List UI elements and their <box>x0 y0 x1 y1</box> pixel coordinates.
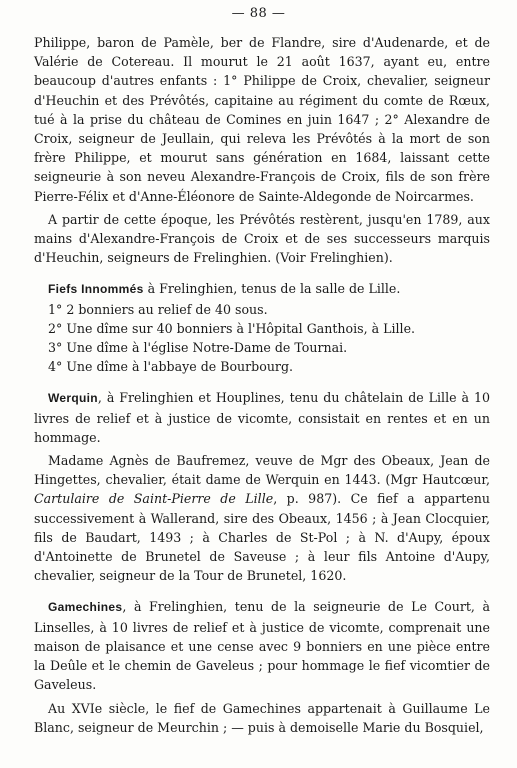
fiefs-innommes-intro <box>34 279 490 299</box>
werquin-history-a: Madame Agnès de Baufremez, veuve de Mgr des Obeaux, Jean de Hingettes, chevalier, était dame de Werquin en 1443. (Mgr Hautcœur, <box>34 453 490 488</box>
werquin-intro-text: , à Frelinghien et Houplines, tenu du châtelain de Lille à 10 livres de relief et à justice de vicomte, consistait en rentes et en un hommage. <box>34 390 490 445</box>
gamechines-intro <box>34 597 490 694</box>
fiefs-innommes-intro-text: à Frelinghien, tenus de la salle de Lille. <box>143 281 401 297</box>
gamechines-history: Au XVIe siècle, le fief de Gamechines appartenait à Guillaume Le Blanc, seigneur de Meurchin ; — puis à demoiselle Marie du Bosquiel, <box>34 700 490 735</box>
paragraph-croix-lineage: Philippe, baron de Pamèle, ber de Flandre, sire d'Audenarde, et de Valérie de Cotereau. Il mourut le 21 août 1637, ayant eu, entre beaucoup d'autres enfants : 1° Philippe de Croix, chevalier, seigneur d'Heuchin et des Prévôtés, capitaine au régiment du comte de Rœux, tué à la prise du château de Comines en juin 1647 ; 2° Alexandre de Croix, seigneur de Jeullain, qui releva les Prévôtés à la mort de son frère Philippe, et mourut sans génération en 1684, laissant cette seigneurie à son neveu Alexandre-François de Croix, fils de son frère Pierre-Félix et d'Anne-Éléonore de Sainte-Aldegonde de Noircarmes. <box>34 35 490 204</box>
page-number: — 88 — <box>231 6 286 21</box>
fiefs-item-2: 2° Une dîme sur 40 bonniers à l'Hôpital Ganthois, à Lille. <box>48 320 416 336</box>
fiefs-item-3: 3° Une dîme à l'église Notre-Dame de Tournai. <box>48 340 348 356</box>
werquin-intro <box>34 388 490 447</box>
fiefs-innommes-heading: Fiefs Innommés <box>48 282 144 297</box>
page-body <box>34 33 490 737</box>
cartulaire-title: Cartulaire de Saint-Pierre de Lille <box>34 491 274 507</box>
werquin-heading: Werquin <box>48 391 98 406</box>
fiefs-item-4: 4° Une dîme à l'abbaye de Bourbourg. <box>48 359 294 375</box>
werquin-history <box>34 451 490 585</box>
gamechines-intro-text: , à Frelinghien, tenu de la seigneurie de Le Court, à Linselles, à 10 livres de relief et à justice de vicomte, comprenait une maison de plaisance et une cense avec 9 bonniers en une pièce entre la Deûle et le chemin de Gaveleus ; pour hommage le fief vicomtier de Gaveleus. <box>34 599 490 693</box>
paragraph-prevotes: A partir de cette époque, les Prévôtés restèrent, jusqu'en 1789, aux mains d'Alexandre-François de Croix et de ses successeurs marquis d'Heuchin, seigneurs de Frelinghien. (Voir Frelinghien). <box>34 211 490 266</box>
gamechines-heading: Gamechines <box>48 600 123 615</box>
fiefs-item-1: 1° 2 bonniers au relief de 40 sous. <box>48 301 268 317</box>
werquin-history-b: , p. 987). Ce fief a appartenu successivement à Wallerand, sire des Obeaux, 1456 ; à Jean Clocquier, fils de Baudart, 1493 ; à Charles de St-Pol ; à N. d'Aupy, époux d'Antoinette de Brunetel de Saveuse ; à leur fils Antoine d'Aupy, chevalier, seigneur de la Tour de Brunetel, 1620. <box>34 491 490 584</box>
